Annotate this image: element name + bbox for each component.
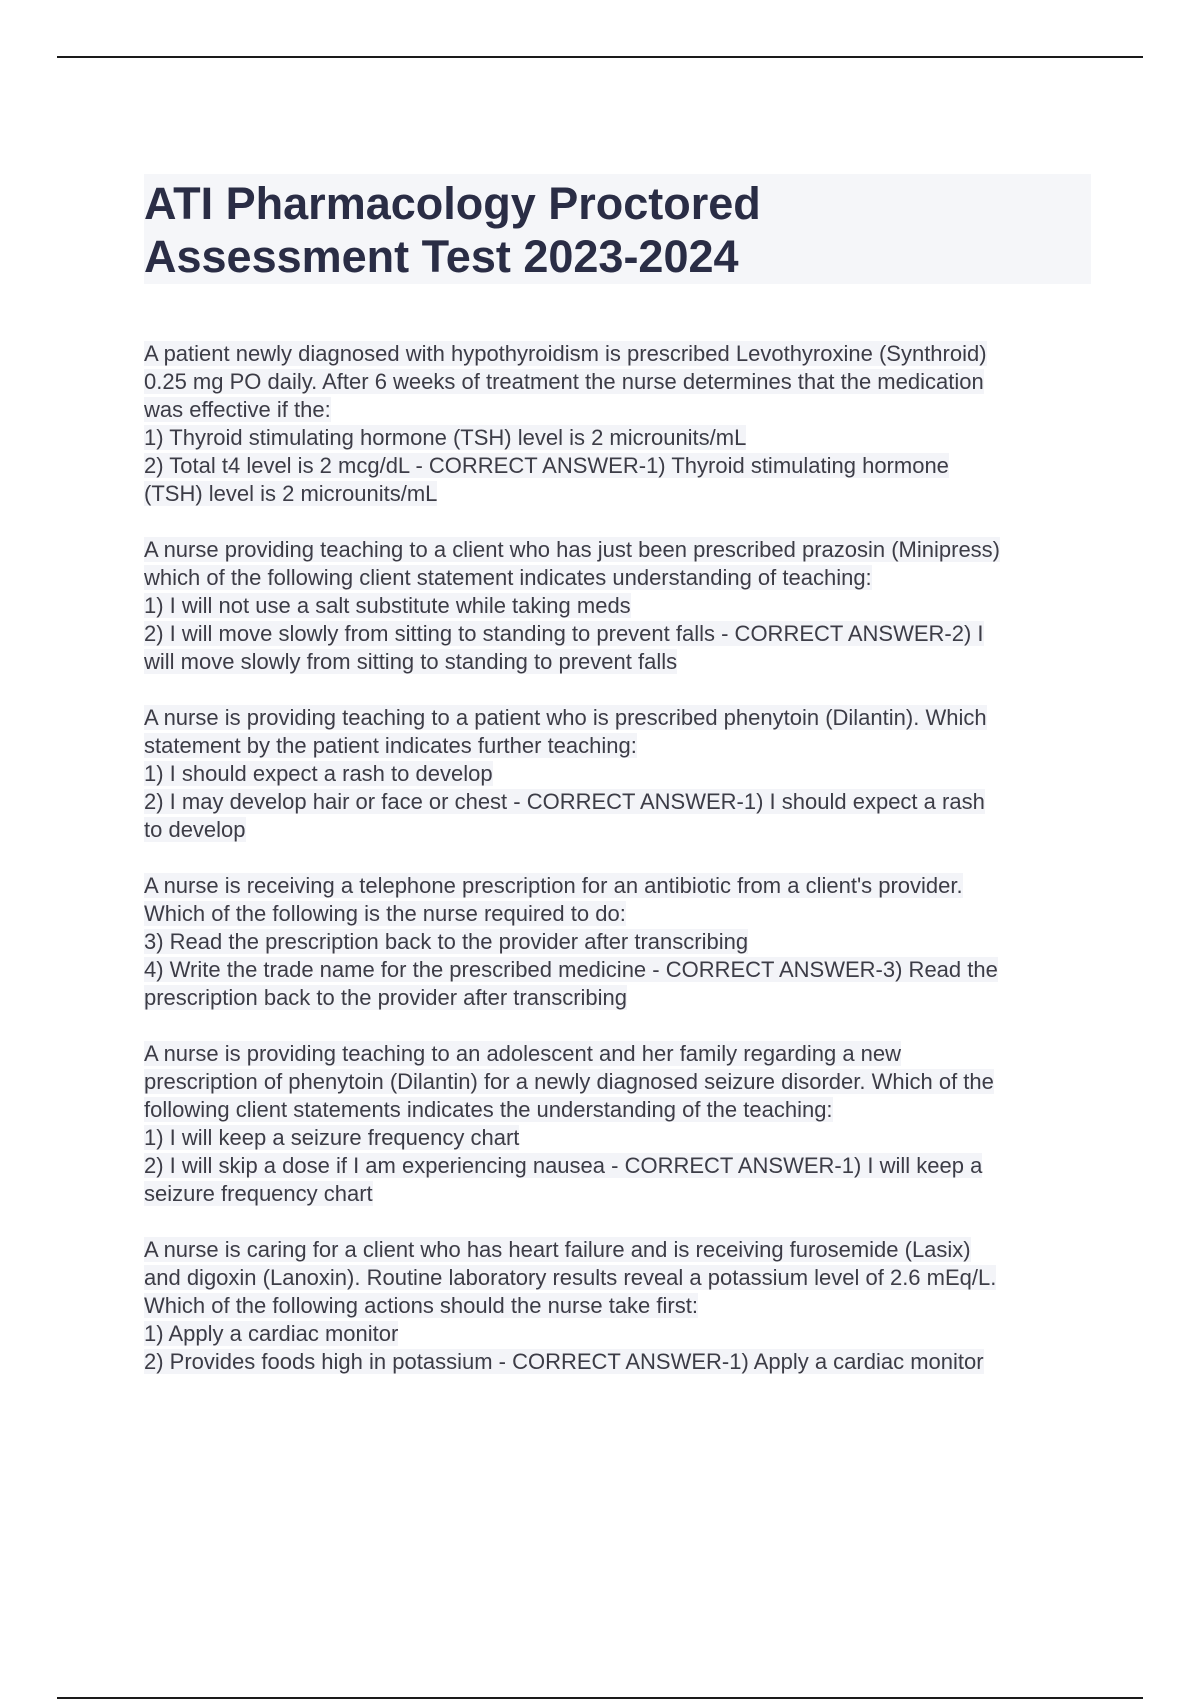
option-line: 1) I will not use a salt substitute while taking meds [144, 593, 631, 618]
question-line: prescription of phenytoin (Dilantin) for a newly diagnosed seizure disorder. Which of the [144, 1069, 994, 1094]
option-line: 1) Thyroid stimulating hormone (TSH) level is 2 microunits/mL [144, 425, 747, 450]
option-line: 3) Read the prescription back to the provider after transcribing [144, 929, 749, 954]
question-line: A nurse is providing teaching to a patient who is prescribed phenytoin (Dilantin). Which [144, 705, 987, 730]
answer-line: 2) I will move slowly from sitting to standing to prevent falls - CORRECT ANSWER-2) I [144, 621, 984, 646]
answer-line: will move slowly from sitting to standing to prevent falls [144, 649, 678, 674]
answer-line: 4) Write the trade name for the prescribed medicine - CORRECT ANSWER-3) Read the [144, 957, 998, 982]
bottom-rule [57, 1697, 1143, 1699]
answer-line: seizure frequency chart [144, 1181, 373, 1206]
option-line: 1) I will keep a seizure frequency chart [144, 1125, 520, 1150]
question-item-2 [144, 536, 1094, 676]
question-line: which of the following client statement indicates understanding of teaching: [144, 565, 872, 590]
question-item-4 [144, 872, 1094, 1012]
question-list [144, 340, 1094, 1404]
question-line: A nurse is receiving a telephone prescription for an antibiotic from a client's provider. [144, 873, 963, 898]
answer-line: 2) I may develop hair or face or chest - CORRECT ANSWER-1) I should expect a rash [144, 789, 985, 814]
question-line: A nurse is providing teaching to an adolescent and her family regarding a new [144, 1041, 902, 1066]
question-item-6 [144, 1236, 1094, 1376]
answer-line: 2) Total t4 level is 2 mcg/dL - CORRECT ANSWER-1) Thyroid stimulating hormone [144, 453, 949, 478]
answer-line: prescription back to the provider after transcribing [144, 985, 628, 1010]
option-line: 1) I should expect a rash to develop [144, 761, 493, 786]
question-line: A patient newly diagnosed with hypothyroidism is prescribed Levothyroxine (Synthroid) [144, 341, 987, 366]
answer-line: 2) I will skip a dose if I am experiencing nausea - CORRECT ANSWER-1) I will keep a [144, 1153, 983, 1178]
question-item-3 [144, 704, 1094, 844]
question-item-1 [144, 340, 1094, 508]
question-line: A nurse providing teaching to a client who has just been prescribed prazosin (Minipress) [144, 537, 1001, 562]
question-item-5 [144, 1040, 1094, 1208]
question-line: Which of the following actions should the nurse take first: [144, 1293, 698, 1318]
option-line: 1) Apply a cardiac monitor [144, 1321, 399, 1346]
question-line: A nurse is caring for a client who has heart failure and is receiving furosemide (Lasix) [144, 1237, 971, 1262]
answer-line: (TSH) level is 2 microunits/mL [144, 481, 438, 506]
answer-line: 2) Provides foods high in potassium - CORRECT ANSWER-1) Apply a cardiac monitor [144, 1349, 984, 1374]
question-line: was effective if the: [144, 397, 331, 422]
answer-line: to develop [144, 817, 246, 842]
question-line: following client statements indicates the understanding of the teaching: [144, 1097, 833, 1122]
question-line: statement by the patient indicates further teaching: [144, 733, 637, 758]
page-title-line-1: ATI Pharmacology Proctored [144, 178, 761, 229]
top-rule [57, 56, 1143, 58]
page-title [144, 174, 1091, 284]
question-line: Which of the following is the nurse required to do: [144, 901, 626, 926]
page-title-line-2: Assessment Test 2023-2024 [144, 231, 739, 282]
question-line: 0.25 mg PO daily. After 6 weeks of treatment the nurse determines that the medication [144, 369, 984, 394]
question-line: and digoxin (Lanoxin). Routine laboratory results reveal a potassium level of 2.6 mEq/L. [144, 1265, 997, 1290]
